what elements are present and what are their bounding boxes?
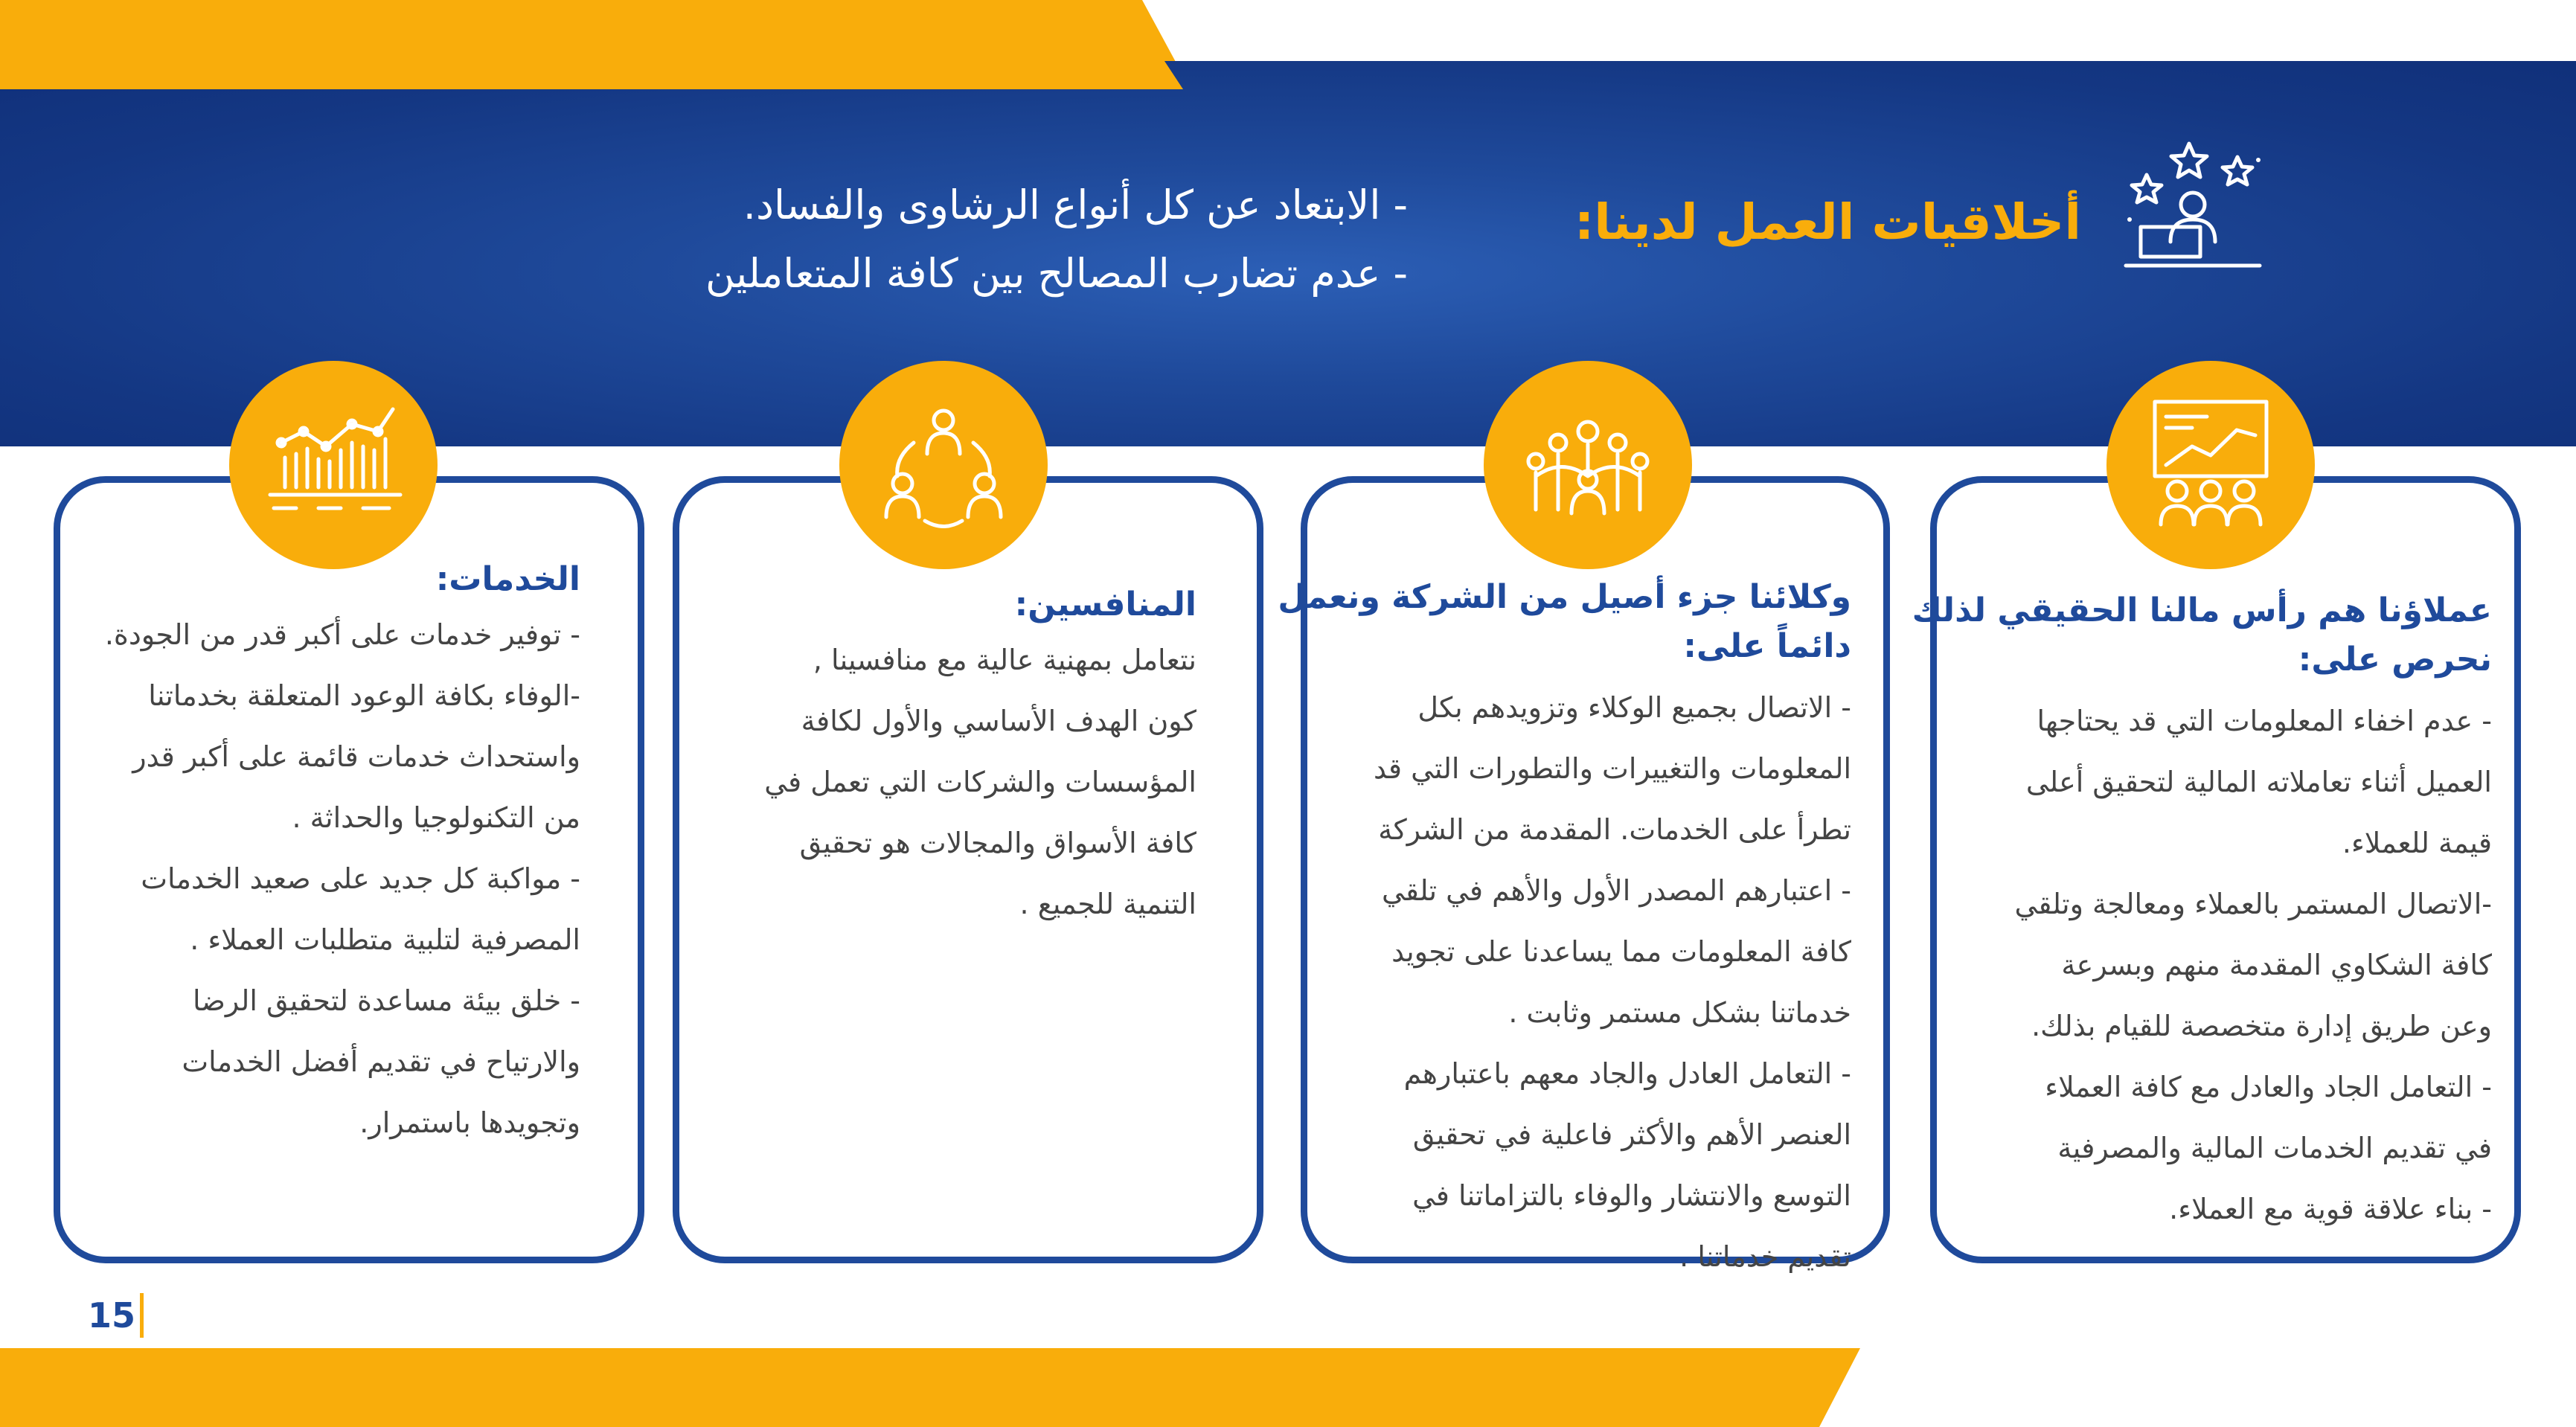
card-line: قيمة للعملاء. [2342,827,2492,859]
card-line: وعن طريق إدارة متخصصة للقيام بذلك. [2031,1010,2492,1042]
card-line: - توفير خدمات على أكبر قدر من الجودة. [104,618,580,651]
card-line: التنمية للجميع . [1019,888,1196,920]
card-title: نحرص على: [2298,641,2492,679]
card-line: كافة المعلومات مما يساعدنا على تجويد [1391,935,1851,968]
card-line: كون الهدف الأساسي والأول لكافة [801,705,1196,737]
bottom-yellow-band [0,1348,1860,1427]
card-body [105,604,580,1153]
card-line: والارتياح في تقديم أفضل الخدمات [182,1045,580,1078]
card-line: - عدم اخفاء المعلومات التي قد يحتاجها [2037,705,2492,737]
card-title: دائماً على: [1683,627,1851,665]
card-line: - خلق بيئة مساعدة لتحقيق الرضا [192,984,580,1017]
card-line: المعلومات والتغييرات والتطورات التي قد [1373,752,1851,785]
card-line: العنصر الأهم والأكثر فاعلية في تحقيق [1412,1118,1851,1151]
card-title: وكلائنا جزء أصيل من الشركة ونعمل [1278,578,1851,616]
services-content [105,555,580,1153]
presentation-chart-icon [2106,361,2315,569]
card-line: تقديم خدماتنا . [1679,1240,1851,1273]
customers-content [1912,586,2492,1240]
card-line: التوسع والانتشار والوفاء بالتزاماتنا في [1412,1179,1851,1212]
card-line: تطرأ على الخدمات. المقدمة من الشركة [1378,813,1851,846]
card-line: كافة الأسواق والمجالات هو تحقيق [799,827,1196,859]
competitors-content [764,580,1196,934]
agents-content [1278,573,1851,1287]
card-title: الخدمات: [435,560,580,598]
card-line: المؤسسات والشركات التي تعمل في [764,766,1196,798]
ethics-line: - الابتعاد عن كل أنواع الرشاوى والفساد. [743,182,1408,228]
card-line: - مواكبة كل جديد على صعيد الخدمات [141,862,580,895]
card-line: نتعامل بمهنية عالية مع منافسينا , [813,644,1196,676]
card-line: - اعتبارهم المصدر الأول والأهم في تلقي [1382,874,1851,907]
card-line: - التعامل الجاد والعادل مع كافة العملاء [2045,1071,2492,1103]
card-line: - الاتصال بجميع الوكلاء وتزويدهم بكل [1417,691,1851,724]
card-line: كافة الشكاوي المقدمة منهم وبسرعة [2061,949,2492,981]
card-line: العميل أثناء تعاملاته المالية لتحقيق أعلى [2025,766,2492,798]
card-line: المصرفية لتلبية متطلبات العملاء . [190,923,580,956]
card-line: من التكنولوجيا والحداثة . [292,801,580,834]
card-line: - بناء علاقة قوية مع العملاء. [2169,1193,2492,1225]
ethics-list [705,171,1408,308]
card-title: عملاؤنا هم رأس مالنا الحقيقي لذلك [1912,591,2492,629]
card-line: في تقديم الخدمات المالية والمصرفية [2057,1132,2492,1164]
ethics-line: - عدم تضارب المصالح بين كافة المتعاملين [705,250,1408,297]
card-line: -الاتصال المستمر بالعملاء ومعالجة وتلقي [2014,888,2492,920]
card-body [1278,677,1851,1287]
network-people-icon [839,361,1048,569]
card-body [764,629,1196,934]
ethics-title: أخلاقيات العمل لدينا: [1574,193,2081,251]
card-line: - التعامل العادل والجاد معهم باعتبارهم [1403,1057,1851,1090]
card-body [1912,690,2492,1240]
team-hands-icon [1484,361,1692,569]
ethics-stars-icon [2118,138,2267,279]
growth-chart-icon [229,361,438,569]
top-yellow-band [0,0,1191,89]
card-line: واستحداث خدمات قائمة على أكبر قدر [132,740,580,773]
card-line: خدماتنا بشكل مستمر وثابت . [1508,996,1851,1029]
card-line: -الوفاء بكافة الوعود المتعلقة بخدماتنا [148,679,580,712]
card-line: وتجويدها باستمرار. [359,1106,580,1139]
card-title: المنافسين: [1014,586,1196,623]
page-number: 15 [88,1293,144,1338]
